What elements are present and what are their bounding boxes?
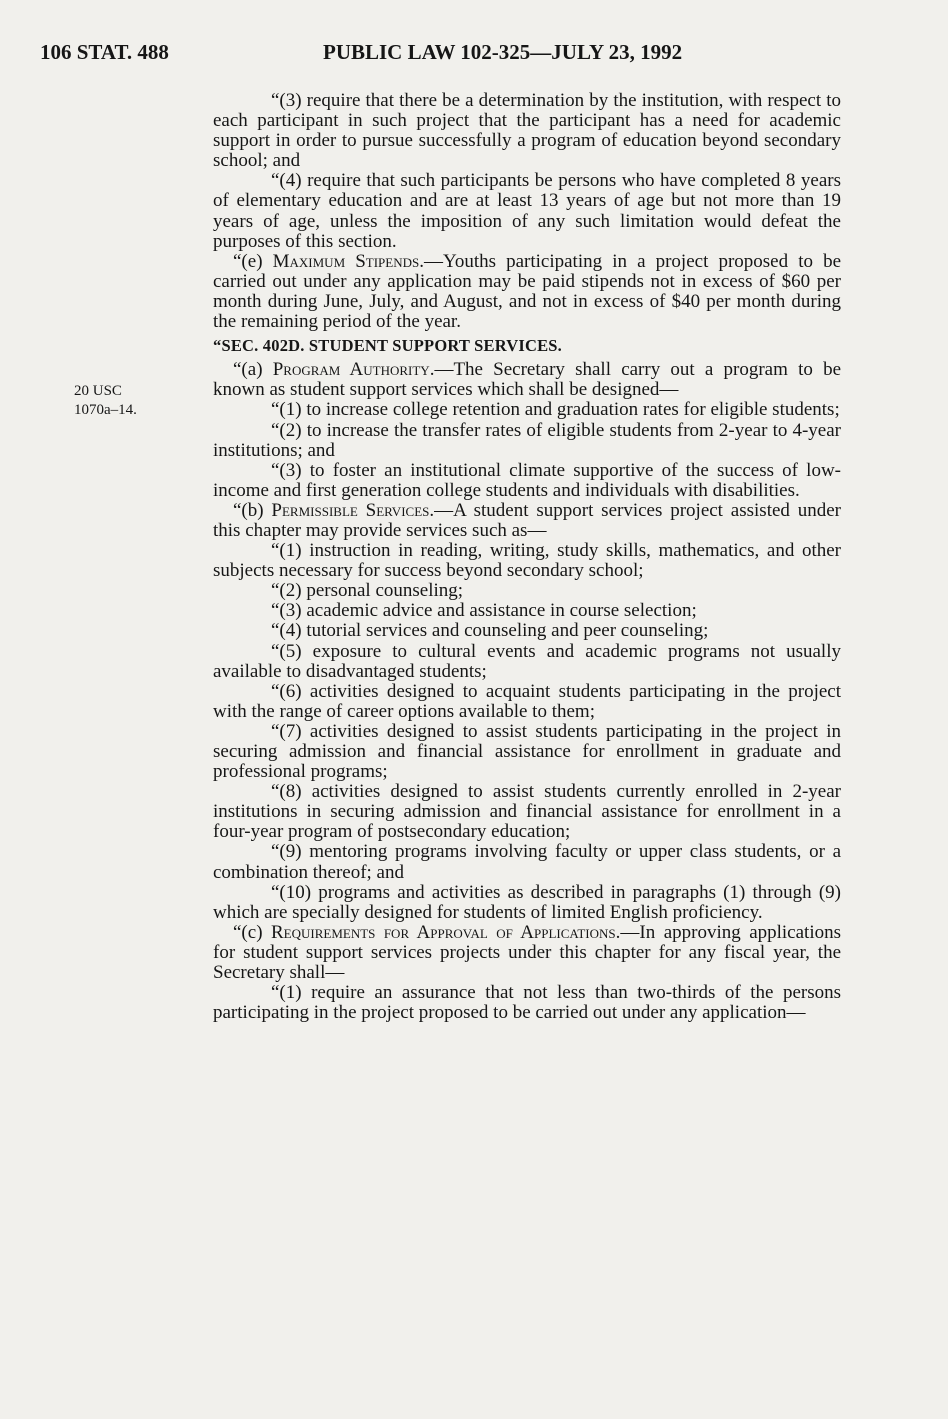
paragraph-c-requirements xyxy=(213,923,841,983)
paragraph-e-maximum-stipends xyxy=(213,252,841,332)
paragraph-text: .—Youths participating in a project proposed to be carried out under any application may be paid stipends not in excess of $60 per month during June, July, and August, and not in excess of $40 per month during the remaining period of the year. xyxy=(213,250,841,333)
paragraph-a-program-authority xyxy=(213,360,841,400)
paragraph-heading: Maximum Stipends xyxy=(272,250,420,272)
paragraph-a1: “(1) to increase college retention and graduation rates for eligible students; xyxy=(271,399,840,421)
paragraph-b8: “(8) activities designed to assist students currently enrolled in 2-year institutions in securing admission and financial assistance for enrollment in a four-year program of postsecondary education; xyxy=(213,781,841,843)
law-title: PUBLIC LAW 102-325—JULY 23, 1992 xyxy=(323,40,683,64)
statute-page-number: 106 STAT. 488 xyxy=(40,40,169,64)
paragraph-b9: “(9) mentoring programs involving faculty or upper class students, or a combination thereof; and xyxy=(213,841,841,883)
body-text xyxy=(213,91,841,1023)
paragraph-a2: “(2) to increase the transfer rates of eligible students from 2-year to 4-year institutions; and xyxy=(213,419,841,461)
paragraph-b6: “(6) activities designed to acquaint students participating in the project with the range of career options available to them; xyxy=(213,680,841,722)
paragraph-b7: “(7) activities designed to assist students participating in the project in securing admission and financial assistance for enrollment in graduate and professional programs; xyxy=(213,720,841,783)
paragraph-b2: “(2) personal counseling; xyxy=(271,580,464,602)
paragraph-heading: Requirements for Approval of Applications xyxy=(270,921,616,943)
paragraph-a3: “(3) to foster an institutional climate supportive of the success of low-income and first generation college students and individuals with disabilities. xyxy=(213,459,841,501)
paragraph-d4: “(4) require that such participants be persons who have completed 8 years of elementary education and are at least 13 years of age but not more than 19 years of age, unless the imposition of any such limitation would defeat the purposes of this section. xyxy=(213,170,841,252)
paragraph-label: “(e) xyxy=(233,250,273,272)
paragraph-b10: “(10) programs and activities as described in paragraphs (1) through (9) which are specially designed for students of limited English proficiency. xyxy=(213,881,841,923)
margin-citation-line1: 20 USC xyxy=(74,383,122,399)
paragraph-heading: Program Authority xyxy=(272,359,430,381)
paragraph-b3: “(3) academic advice and assistance in course selection; xyxy=(271,600,697,622)
paragraph-label: “(c) xyxy=(233,921,271,943)
paragraph-text: .—In approving applications for student support services projects under this chapter for any fiscal year, the Secretary shall— xyxy=(213,921,841,984)
paragraph-text: .—A student support services project assisted under this chapter may provide services such as— xyxy=(213,499,841,541)
paragraph-text: .—The Secretary shall carry out a program to be known as student support services which shall be designed— xyxy=(213,359,842,401)
paragraph-heading: Permissible Services xyxy=(271,499,430,521)
margin-citation xyxy=(74,382,137,420)
section-heading: “SEC. 402D. STUDENT SUPPORT SERVICES. xyxy=(213,336,563,356)
paragraph-b-permissible-services xyxy=(213,501,841,541)
paragraph-label: “(b) xyxy=(233,499,272,521)
paragraph-label: “(a) xyxy=(233,359,273,381)
paragraph-b5: “(5) exposure to cultural events and academic programs not usually available to disadvantaged students; xyxy=(213,640,841,682)
margin-citation-line2: 1070a–14. xyxy=(74,402,137,418)
paragraph-c1: “(1) require an assurance that not less than two-thirds of the persons participating in the project proposed to be carried out under any application— xyxy=(213,982,841,1024)
paragraph-b1: “(1) instruction in reading, writing, study skills, mathematics, and other subjects necessary for success beyond secondary school; xyxy=(213,540,841,582)
paragraph-b4: “(4) tutorial services and counseling and peer counseling; xyxy=(271,620,709,642)
paragraph-d3: “(3) require that there be a determination by the institution, with respect to each participant in such project that the participant has a need for academic support in order to pursue successfully a program of education beyond secondary school; and xyxy=(213,90,841,172)
